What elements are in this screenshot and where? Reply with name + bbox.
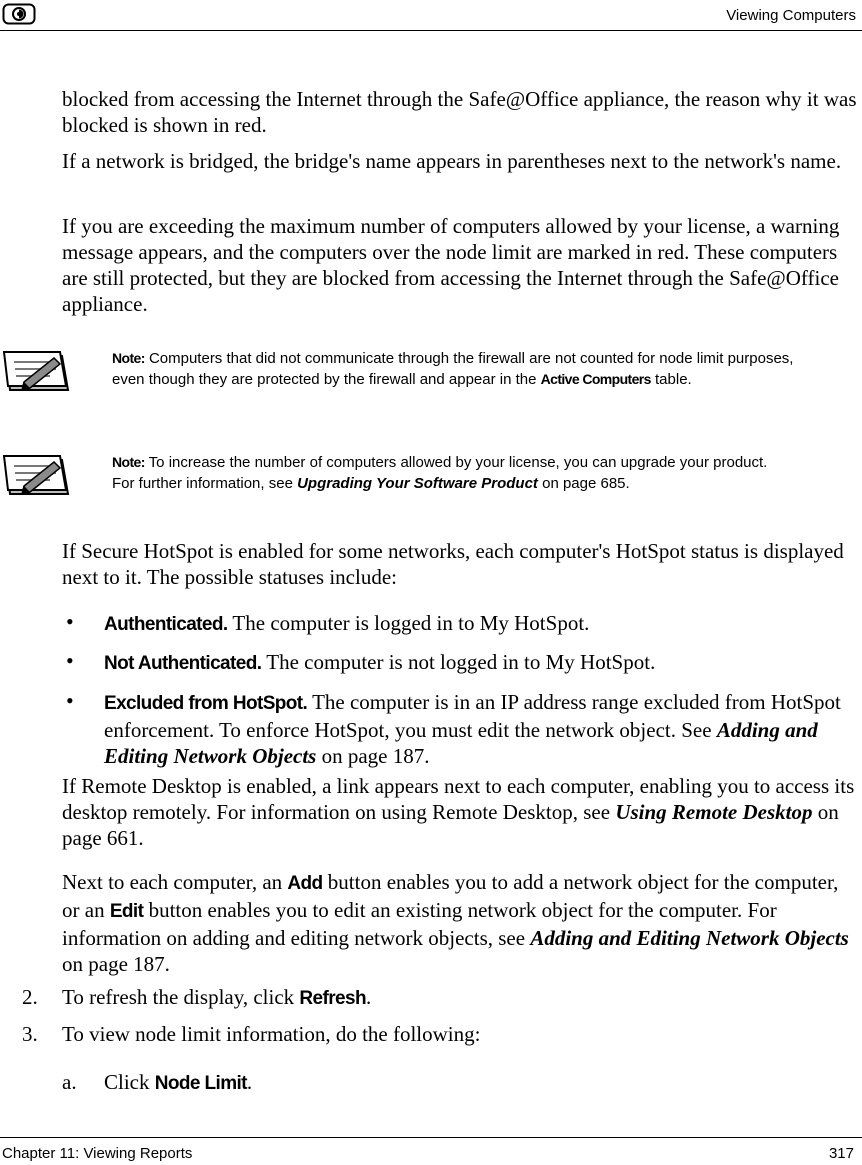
note-upgrade [112,452,772,494]
paragraph-blocked-reason: blocked from accessing the Internet through the Safe@Office appliance, the reason why it was blocked is shown in red. [62,87,857,137]
bullet-text: The computer is not logged in to My HotSpot. [261,650,656,674]
header-divider [0,30,862,31]
addedit-text: Next to each computer, an [62,870,288,894]
note-term-active-computers: Active Computers [540,371,651,387]
safe-office-logo-icon [2,3,36,25]
step-text-end: . [365,985,372,1009]
paragraph-hotspot-status: If Secure HotSpot is enabled for some networks, each computer's HotSpot status is displayed next to it. The possible statuses include: [62,539,844,589]
addedit-text: button enables you to add a network object for the computer, or an [62,870,839,922]
note-text-end: on page 685. [537,475,630,492]
bullet-marker: • [66,648,74,673]
link-adding-and-editing-network-objects[interactable]: Adding and Editing Network Objects [104,718,818,768]
paragraph-add-edit-buttons [62,869,857,977]
step-text: To refresh the display, click [62,985,300,1009]
addedit-text-end: on page 187. [62,952,170,976]
substep-text: Click [104,1070,155,1094]
footer-chapter: Chapter 11: Viewing Reports [2,1145,193,1162]
step-refresh [62,984,857,1012]
note-text: To increase the number of computers allowed by your license, you can upgrade your product. For further information, see [112,454,768,492]
paragraph-node-limit-exceeded: If you are exceeding the maximum number of computers allowed by your license, a warning message appears, and the computers over the node limit are marked in red. These computers are still protected, but they are blocked from accessing the Internet through the Safe@Office appliance. [62,214,840,316]
bullet-excluded-from-hotspot [104,689,844,769]
substep-click-node-limit [104,1069,804,1097]
substep-letter: a. [62,1070,77,1094]
paragraph-bridged-network: If a network is bridged, the bridge's name appears in parentheses next to the network's name. [62,149,842,173]
term-edit: Edit [109,901,144,922]
note-pencil-icon [0,448,72,500]
bullet-term: Not Authenticated. [104,653,262,674]
note-node-limit [112,348,812,390]
note-label: Note: [112,350,145,366]
bullet-text: The computer is logged in to My HotSpot. [227,611,590,635]
link-using-remote-desktop[interactable]: Using Remote Desktop [615,800,813,824]
bullet-text-end: on page 187. [316,744,430,768]
addedit-text: button enables you to edit an existing network object for the computer. For information on adding and editing network objects, see [62,898,777,950]
bullet-term: Excluded from HotSpot. [104,693,308,714]
step-view-node-limit [62,1021,857,1047]
footer-divider [0,1137,862,1138]
term-node-limit: Node Limit [154,1073,247,1094]
paragraph-remote-desktop [62,773,857,851]
link-upgrading-your-software-product[interactable]: Upgrading Your Software Product [297,475,538,492]
bullet-term: Authenticated. [104,614,228,635]
note-text-end: table. [650,371,692,388]
note-label: Note: [112,454,145,470]
bullet-not-authenticated [104,649,844,677]
step-number: 2. [22,985,38,1009]
term-refresh: Refresh [299,988,366,1009]
remote-text: If Remote Desktop is enabled, a link appears next to each computer, enabling you to access its desktop remotely. For information on using Remote Desktop, see [62,774,855,824]
footer-page-number: 317 [828,1145,854,1162]
bullet-authenticated [104,610,844,638]
remote-text-end: on page 661. [62,800,839,850]
link-adding-and-editing-network-objects[interactable]: Adding and Editing Network Objects [530,926,849,950]
note-text: Computers that did not communicate through the firewall are not counted for node limit purposes, even though they are protected by the firewall and appear in the [112,350,794,388]
term-add: Add [287,873,323,894]
header-title: Viewing Computers [726,7,856,24]
step-text: To view node limit information, do the following: [62,1022,481,1046]
note-pencil-icon [0,344,72,396]
step-number: 3. [22,1022,38,1046]
bullet-marker: • [66,609,74,634]
bullet-marker: • [66,688,74,713]
bullet-text: The computer is in an IP address range excluded from HotSpot enforcement. To enforce HotSpot, you must edit the network object. See [104,690,841,742]
substep-text-end: . [246,1070,253,1094]
